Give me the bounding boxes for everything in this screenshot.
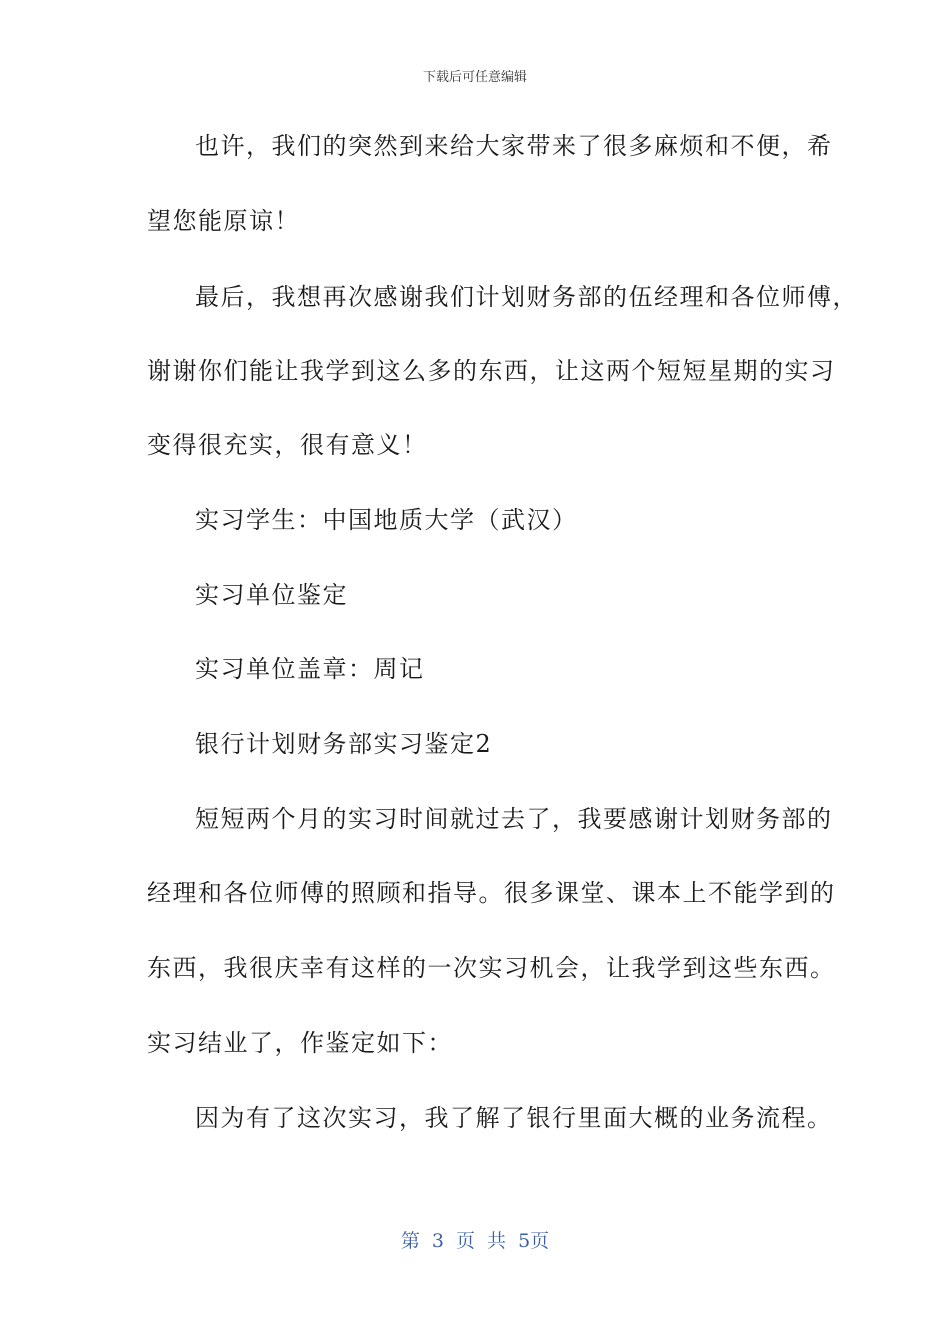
- paragraph-line: 经理和各位师傅的照顾和指导。很多课堂、课本上不能学到的: [147, 879, 836, 907]
- intern-student-line: 实习学生：中国地质大学（武汉）: [195, 506, 578, 534]
- paragraph-line: 东西，我很庆幸有这样的一次实习机会，让我学到这些东西。: [147, 954, 836, 982]
- paragraph-line: 谢谢你们能让我学到这么多的东西，让这两个短短星期的实习: [147, 357, 836, 385]
- page-number-footer: 第 3 页 共 5页: [400, 1230, 550, 1252]
- unit-seal-line: 实习单位盖章：周记: [195, 655, 425, 683]
- page-header: 下载后可任意编辑: [422, 70, 527, 85]
- unit-appraisal-heading: 实习单位鉴定: [195, 581, 348, 609]
- paragraph-line: 最后，我想再次感谢我们计划财务部的伍经理和各位师傅，: [195, 283, 858, 311]
- paragraph-line: 短短两个月的实习时间就过去了，我要感谢计划财务部的: [195, 805, 833, 833]
- paragraph-line: 实习结业了，作鉴定如下：: [147, 1029, 453, 1057]
- paragraph-line: 望您能原谅！: [147, 207, 300, 235]
- paragraph-line: 因为有了这次实习，我了解了银行里面大概的业务流程。: [195, 1104, 833, 1132]
- paragraph-line: 也许，我们的突然到来给大家带来了很多麻烦和不便，希: [195, 132, 833, 160]
- paragraph-line: 变得很充实，很有意义！: [147, 431, 428, 459]
- section-title: 银行计划财务部实习鉴定2: [195, 730, 493, 758]
